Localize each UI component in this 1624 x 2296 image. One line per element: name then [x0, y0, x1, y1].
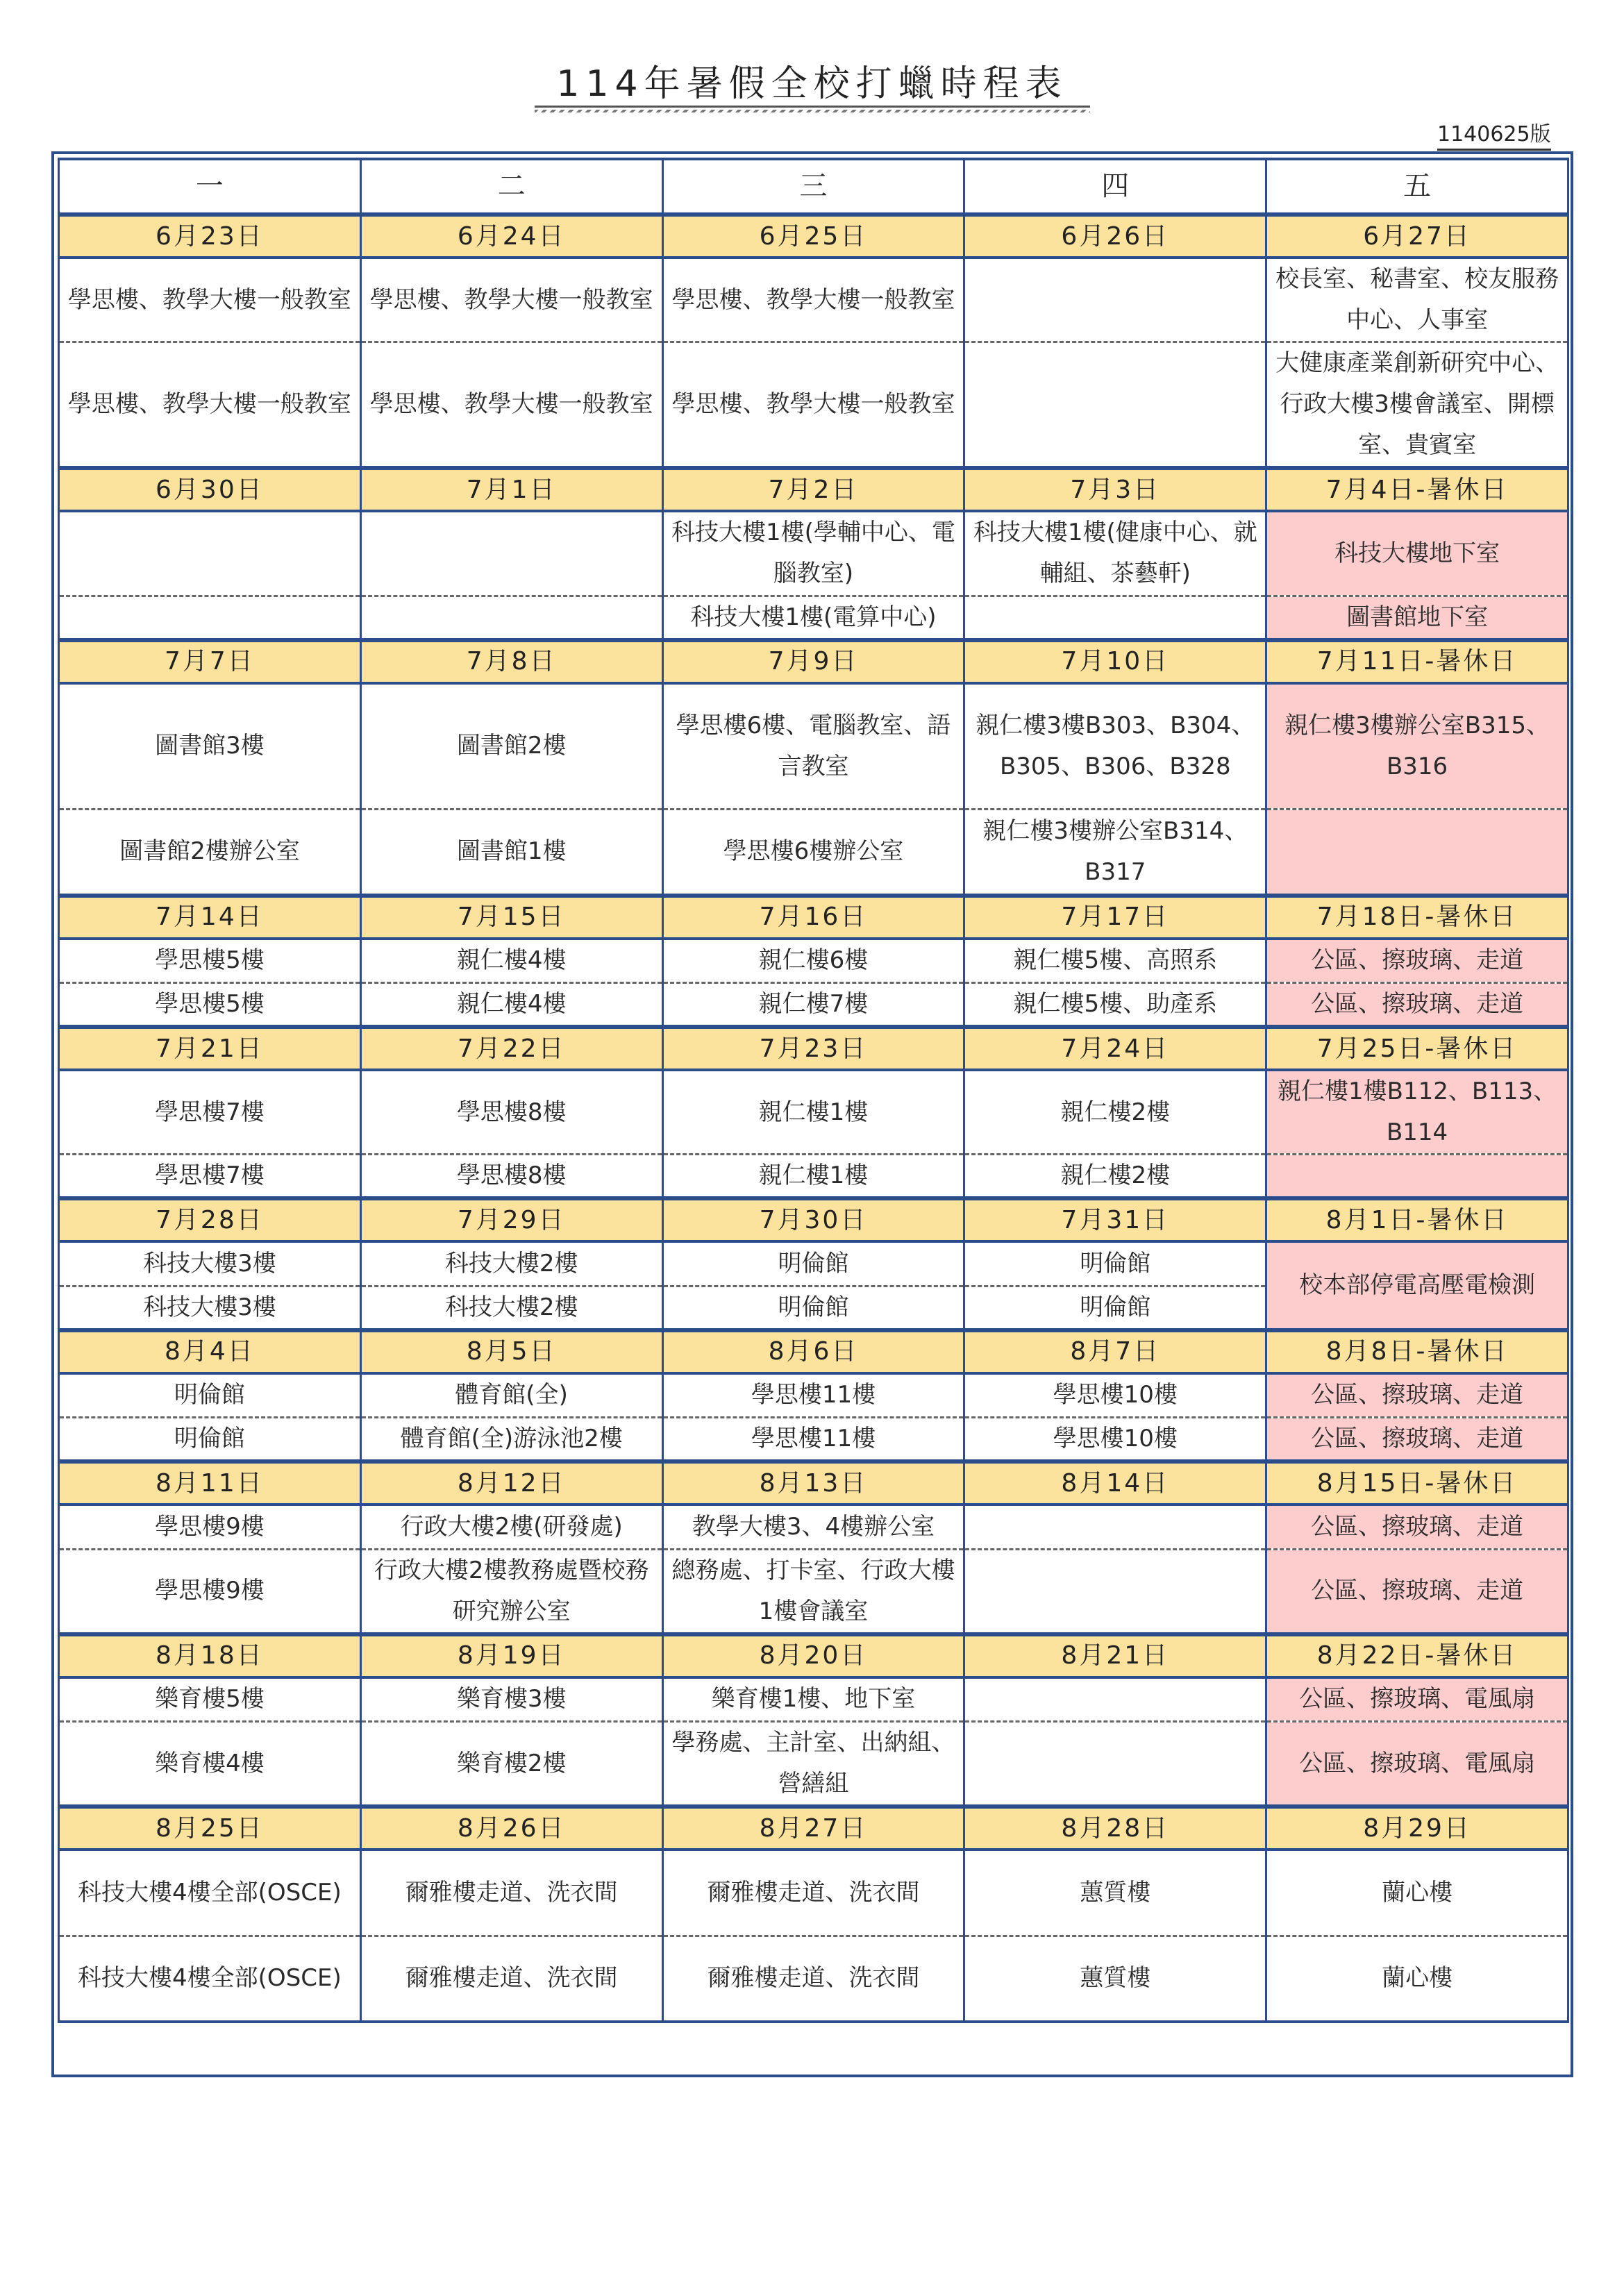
- task-cell: 公區、擦玻璃、走道: [1266, 1549, 1568, 1634]
- task-cell: 科技大樓1樓(電算中心): [662, 596, 964, 640]
- task-row: [59, 1505, 1568, 1549]
- task-cell: 圖書館2樓辦公室: [59, 810, 361, 896]
- task-cell: [1266, 810, 1568, 896]
- weekday-header: 二: [360, 159, 662, 215]
- task-cell: 公區、擦玻璃、電風扇: [1266, 1677, 1568, 1722]
- task-cell: 學思樓8樓: [360, 1155, 662, 1199]
- task-cell: 學思樓8樓: [360, 1070, 662, 1155]
- task-cell: 明倫館: [964, 1286, 1266, 1330]
- date-cell: 7月14日: [59, 896, 361, 939]
- task-cell: 明倫館: [662, 1241, 964, 1286]
- task-row: [59, 1936, 1568, 2022]
- task-cell: 圖書館1樓: [360, 810, 662, 896]
- date-row: [59, 1027, 1568, 1070]
- schedule-table: [58, 158, 1569, 2023]
- date-cell: 8月27日: [662, 1807, 964, 1850]
- date-cell: 7月17日: [964, 896, 1266, 939]
- date-cell: 7月9日: [662, 640, 964, 683]
- task-row: [59, 1373, 1568, 1418]
- date-cell: 8月12日: [360, 1461, 662, 1505]
- task-cell: 學思樓5樓: [59, 983, 361, 1028]
- task-cell: [964, 1677, 1266, 1722]
- task-cell: [1266, 1155, 1568, 1199]
- task-cell: [964, 1505, 1266, 1549]
- task-cell: 學思樓7樓: [59, 1155, 361, 1199]
- date-cell: 7月25日-暑休日: [1266, 1027, 1568, 1070]
- task-cell: 學思樓、教學大樓一般教室: [360, 342, 662, 469]
- task-cell: 體育館(全): [360, 1373, 662, 1418]
- task-cell: 學思樓、教學大樓一般教室: [59, 342, 361, 469]
- date-cell: 8月13日: [662, 1461, 964, 1505]
- title-underline: [535, 106, 1090, 115]
- task-cell: 學思樓、教學大樓一般教室: [662, 342, 964, 469]
- date-cell: 7月4日-暑休日: [1266, 468, 1568, 511]
- task-cell: 科技大樓3樓: [59, 1286, 361, 1330]
- task-cell: 明倫館: [964, 1241, 1266, 1286]
- task-cell: 親仁樓5樓、助產系: [964, 983, 1266, 1028]
- date-cell: 6月24日: [360, 215, 662, 258]
- weekday-header: 五: [1266, 159, 1568, 215]
- weekday-header: 三: [662, 159, 964, 215]
- date-cell: 7月21日: [59, 1027, 361, 1070]
- task-cell: 親仁樓4樓: [360, 983, 662, 1028]
- date-cell: 8月21日: [964, 1634, 1266, 1677]
- task-row: [59, 983, 1568, 1028]
- task-cell: [360, 596, 662, 640]
- task-cell: 學思樓9樓: [59, 1505, 361, 1549]
- task-row: [59, 258, 1568, 342]
- date-cell: 7月7日: [59, 640, 361, 683]
- date-row: [59, 896, 1568, 939]
- task-cell: [964, 1549, 1266, 1634]
- task-cell: [964, 1722, 1266, 1807]
- task-cell: 總務處、打卡室、行政大樓1樓會議室: [662, 1549, 964, 1634]
- task-cell: 親仁樓3樓B303、B304、B305、B306、B328: [964, 683, 1266, 810]
- task-cell: 圖書館地下室: [1266, 596, 1568, 640]
- task-cell: 親仁樓1樓B112、B113、B114: [1266, 1070, 1568, 1155]
- date-cell: 8月8日-暑休日: [1266, 1330, 1568, 1373]
- date-cell: 8月1日-暑休日: [1266, 1198, 1568, 1241]
- task-cell: 蘭心樓: [1266, 1850, 1568, 1936]
- task-row: [59, 1850, 1568, 1936]
- task-cell: 蕙質樓: [964, 1850, 1266, 1936]
- date-cell: 7月24日: [964, 1027, 1266, 1070]
- task-cell: 親仁樓7樓: [662, 983, 964, 1028]
- task-row: [59, 1677, 1568, 1722]
- task-cell: [964, 342, 1266, 469]
- schedule-body: [59, 215, 1568, 2022]
- task-cell: 親仁樓2樓: [964, 1155, 1266, 1199]
- task-row: [59, 1549, 1568, 1634]
- task-row: [59, 1155, 1568, 1199]
- task-cell: 大健康產業創新研究中心、行政大樓3樓會議室、開標室、貴賓室: [1266, 342, 1568, 469]
- task-cell: 親仁樓3樓辦公室B314、B317: [964, 810, 1266, 896]
- task-cell: 科技大樓2樓: [360, 1286, 662, 1330]
- task-cell: 樂育樓5樓: [59, 1677, 361, 1722]
- date-cell: 7月1日: [360, 468, 662, 511]
- task-cell: 學思樓11樓: [662, 1373, 964, 1418]
- date-row: [59, 1461, 1568, 1505]
- task-cell: 爾雅樓走道、洗衣間: [662, 1936, 964, 2022]
- task-cell: 樂育樓4樓: [59, 1722, 361, 1807]
- task-cell: 圖書館3樓: [59, 683, 361, 810]
- task-cell: 學務處、主計室、出納組、營繕組: [662, 1722, 964, 1807]
- date-cell: 8月6日: [662, 1330, 964, 1373]
- task-cell: 校長室、秘書室、校友服務中心、人事室: [1266, 258, 1568, 342]
- date-cell: 7月18日-暑休日: [1266, 896, 1568, 939]
- task-cell: 明倫館: [59, 1418, 361, 1462]
- date-cell: 8月4日: [59, 1330, 361, 1373]
- date-cell: 8月29日: [1266, 1807, 1568, 1850]
- task-cell: 公區、擦玻璃、走道: [1266, 939, 1568, 983]
- date-cell: 7月15日: [360, 896, 662, 939]
- date-cell: 8月22日-暑休日: [1266, 1634, 1568, 1677]
- task-row: [59, 511, 1568, 596]
- date-cell: 7月22日: [360, 1027, 662, 1070]
- date-cell: 8月15日-暑休日: [1266, 1461, 1568, 1505]
- date-cell: 7月30日: [662, 1198, 964, 1241]
- task-cell: 樂育樓2樓: [360, 1722, 662, 1807]
- task-row: [59, 1722, 1568, 1807]
- task-cell: 親仁樓5樓、高照系: [964, 939, 1266, 983]
- date-row: [59, 1807, 1568, 1850]
- task-cell: 圖書館2樓: [360, 683, 662, 810]
- task-cell: 公區、擦玻璃、走道: [1266, 1505, 1568, 1549]
- task-cell: 蕙質樓: [964, 1936, 1266, 2022]
- task-cell: 學思樓6樓辦公室: [662, 810, 964, 896]
- task-cell: 親仁樓4樓: [360, 939, 662, 983]
- task-cell: 學思樓10樓: [964, 1373, 1266, 1418]
- task-row: [59, 1070, 1568, 1155]
- task-row: [59, 342, 1568, 469]
- task-cell: 公區、擦玻璃、走道: [1266, 983, 1568, 1028]
- task-row: [59, 939, 1568, 983]
- date-cell: 8月5日: [360, 1330, 662, 1373]
- task-row: [59, 810, 1568, 896]
- task-cell: 科技大樓地下室: [1266, 511, 1568, 596]
- task-cell: [964, 596, 1266, 640]
- task-cell: 學思樓10樓: [964, 1418, 1266, 1462]
- date-cell: 8月26日: [360, 1807, 662, 1850]
- date-cell: 7月31日: [964, 1198, 1266, 1241]
- task-row: [59, 596, 1568, 640]
- task-cell: 科技大樓3樓: [59, 1241, 361, 1286]
- task-cell: 公區、擦玻璃、走道: [1266, 1373, 1568, 1418]
- task-cell: 明倫館: [662, 1286, 964, 1330]
- task-cell: [360, 511, 662, 596]
- task-cell: 學思樓5樓: [59, 939, 361, 983]
- task-cell: 行政大樓2樓教務處暨校務研究辦公室: [360, 1549, 662, 1634]
- date-cell: 7月10日: [964, 640, 1266, 683]
- task-cell: 科技大樓4樓全部(OSCE): [59, 1936, 361, 2022]
- task-cell: 明倫館: [59, 1373, 361, 1418]
- date-cell: 8月28日: [964, 1807, 1266, 1850]
- task-cell: 學思樓6樓、電腦教室、語言教室: [662, 683, 964, 810]
- task-cell: 學思樓、教學大樓一般教室: [59, 258, 361, 342]
- task-cell: [59, 596, 361, 640]
- date-cell: 7月3日: [964, 468, 1266, 511]
- weekday-header-row: [59, 159, 1568, 215]
- date-row: [59, 1330, 1568, 1373]
- date-cell: 6月27日: [1266, 215, 1568, 258]
- task-cell: 樂育樓3樓: [360, 1677, 662, 1722]
- date-row: [59, 215, 1568, 258]
- date-cell: 6月25日: [662, 215, 964, 258]
- task-row: [59, 1418, 1568, 1462]
- task-cell: 親仁樓3樓辦公室B315、B316: [1266, 683, 1568, 810]
- weekday-header: 一: [59, 159, 361, 215]
- task-cell: 體育館(全)游泳池2樓: [360, 1418, 662, 1462]
- task-cell: [964, 258, 1266, 342]
- task-cell: 科技大樓4樓全部(OSCE): [59, 1850, 361, 1936]
- date-cell: 8月7日: [964, 1330, 1266, 1373]
- date-cell: 7月16日: [662, 896, 964, 939]
- date-cell: 7月23日: [662, 1027, 964, 1070]
- task-cell: 公區、擦玻璃、走道: [1266, 1418, 1568, 1462]
- task-cell: 學思樓、教學大樓一般教室: [662, 258, 964, 342]
- date-cell: 6月23日: [59, 215, 361, 258]
- date-cell: 7月28日: [59, 1198, 361, 1241]
- date-row: [59, 468, 1568, 511]
- date-cell: 6月30日: [59, 468, 361, 511]
- task-cell: 校本部停電高壓電檢測: [1266, 1241, 1568, 1330]
- date-cell: 7月11日-暑休日: [1266, 640, 1568, 683]
- weekday-header: 四: [964, 159, 1266, 215]
- task-cell: 公區、擦玻璃、電風扇: [1266, 1722, 1568, 1807]
- task-cell: 親仁樓6樓: [662, 939, 964, 983]
- task-cell: 親仁樓2樓: [964, 1070, 1266, 1155]
- date-cell: 8月18日: [59, 1634, 361, 1677]
- task-cell: 親仁樓1樓: [662, 1155, 964, 1199]
- task-cell: 蘭心樓: [1266, 1936, 1568, 2022]
- date-cell: 8月20日: [662, 1634, 964, 1677]
- date-row: [59, 640, 1568, 683]
- task-cell: 教學大樓3、4樓辦公室: [662, 1505, 964, 1549]
- task-cell: 學思樓、教學大樓一般教室: [360, 258, 662, 342]
- task-cell: 科技大樓1樓(學輔中心、電腦教室): [662, 511, 964, 596]
- date-cell: 8月11日: [59, 1461, 361, 1505]
- task-cell: 樂育樓1樓、地下室: [662, 1677, 964, 1722]
- task-cell: 行政大樓2樓(研發處): [360, 1505, 662, 1549]
- date-cell: 6月26日: [964, 215, 1266, 258]
- task-cell: [59, 511, 361, 596]
- task-cell: 學思樓11樓: [662, 1418, 964, 1462]
- date-cell: 7月29日: [360, 1198, 662, 1241]
- task-cell: 爾雅樓走道、洗衣間: [662, 1850, 964, 1936]
- date-row: [59, 1634, 1568, 1677]
- page-title: 114年暑假全校打蠟時程表: [556, 63, 1068, 105]
- date-cell: 7月2日: [662, 468, 964, 511]
- date-cell: 8月19日: [360, 1634, 662, 1677]
- task-cell: 學思樓7樓: [59, 1070, 361, 1155]
- task-cell: 學思樓9樓: [59, 1549, 361, 1634]
- date-cell: 7月8日: [360, 640, 662, 683]
- date-cell: 8月25日: [59, 1807, 361, 1850]
- task-row: [59, 1241, 1568, 1286]
- date-cell: 8月14日: [964, 1461, 1266, 1505]
- task-cell: 親仁樓1樓: [662, 1070, 964, 1155]
- task-cell: 爾雅樓走道、洗衣間: [360, 1850, 662, 1936]
- task-cell: 爾雅樓走道、洗衣間: [360, 1936, 662, 2022]
- task-cell: 科技大樓2樓: [360, 1241, 662, 1286]
- task-row: [59, 683, 1568, 810]
- task-cell: 科技大樓1樓(健康中心、就輔組、茶藝軒): [964, 511, 1266, 596]
- date-row: [59, 1198, 1568, 1241]
- version-label: 1140625版: [1437, 117, 1551, 151]
